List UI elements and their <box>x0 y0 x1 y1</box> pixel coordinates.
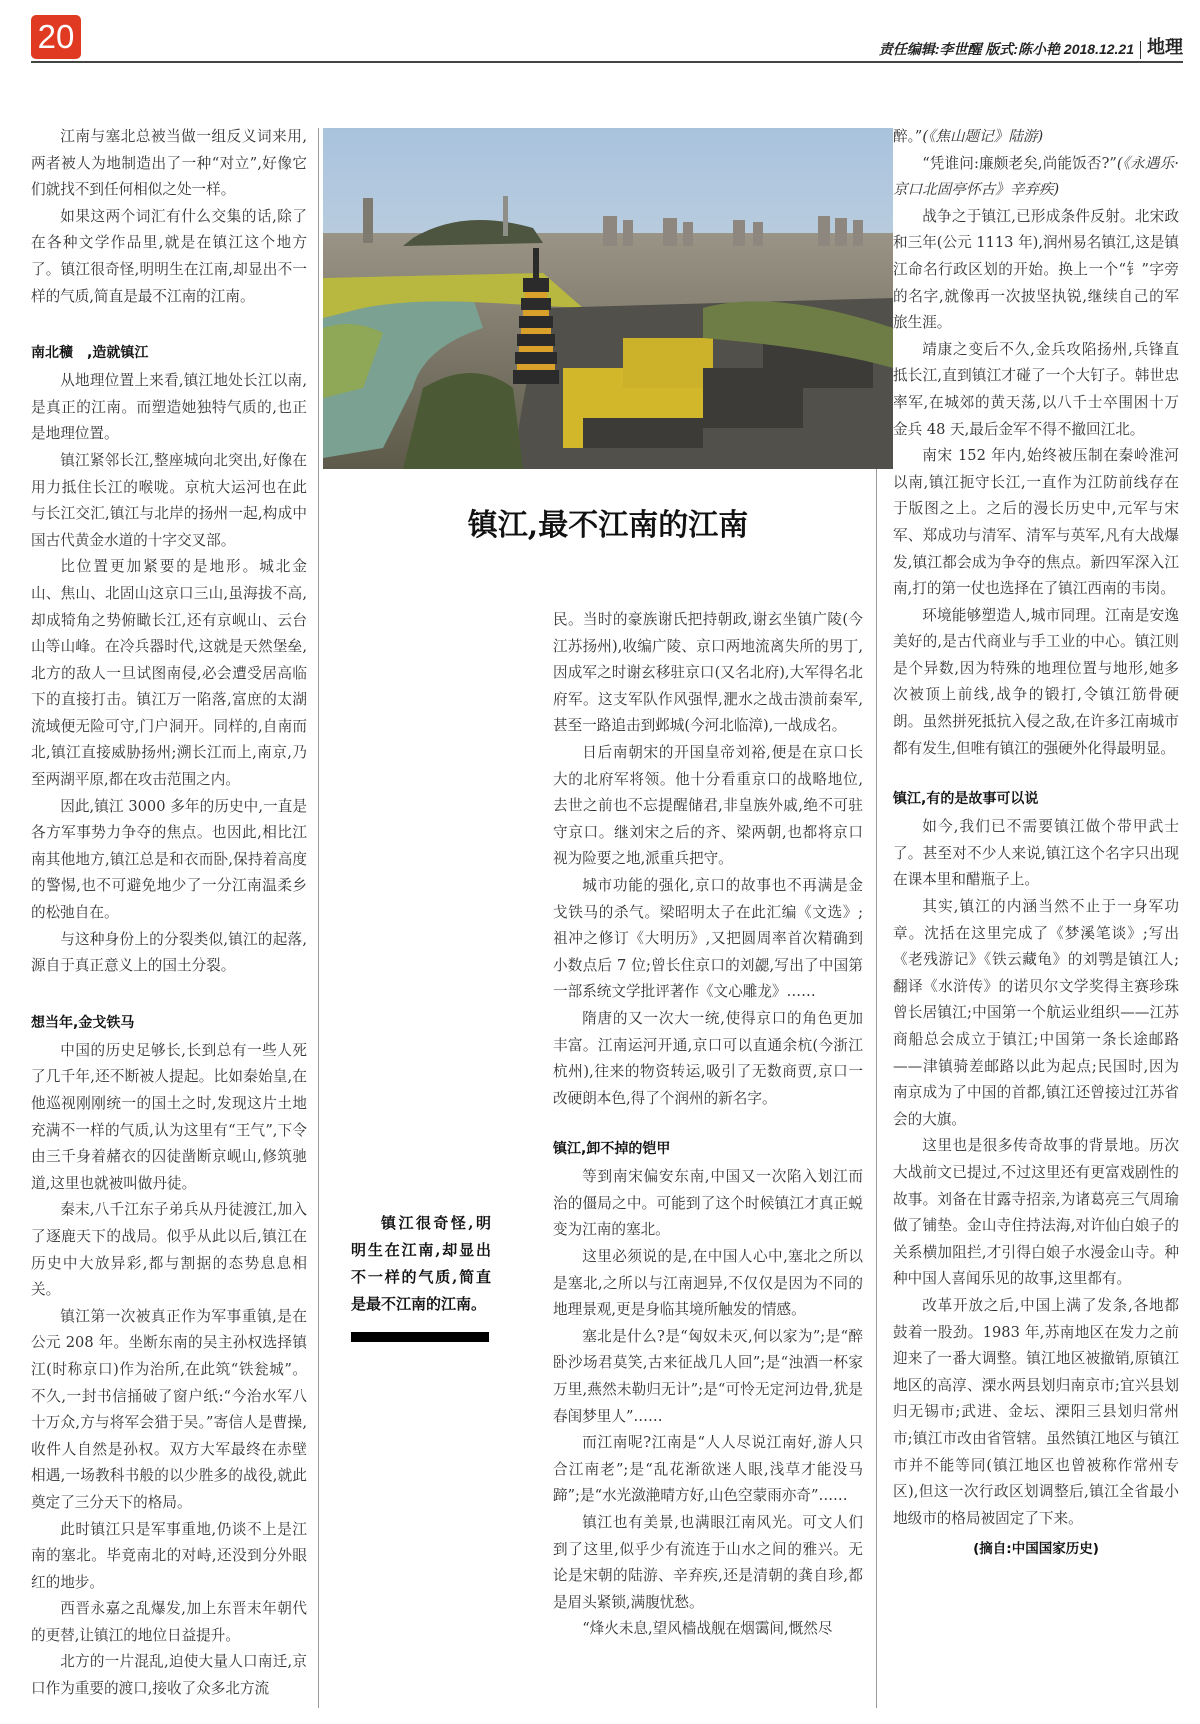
header-divider <box>1140 41 1141 59</box>
subheading: 镇江,卸不掉的铠甲 <box>553 1141 671 1158</box>
paragraph: “烽火未息,望风樯战舰在烟霭间,慨然尽 <box>582 1620 833 1638</box>
quote-source: (《永遇乐·京口北固亭怀古》辛弃疾) <box>893 154 1179 199</box>
paragraph: 比位置更加紧要的是地形。城北金山、焦山、北固山这京口三山,虽海拔不高,却成犄角之势俯瞰长江,还有京岘山、云台山等山峰。在冷兵器时代,这就是天然堡垒,北方的敌人一旦试图南侵,必会遭受居高临下的直接打击。镇江万一陷落,富庶的太湖流域便无险可守,门户洞开。同样的,自南而北,镇江直接威胁扬州;溯长江而上,南京,乃至两湖平原,都在攻击范围之内。 <box>31 558 307 789</box>
pull-quote-text: 镇江很奇怪,明明生在江南,却显出不一样的气质,简直是最不江南的江南。 <box>351 1214 491 1313</box>
paragraph: 西晋永嘉之乱爆发,加上东晋末年朝代的更替,让镇江的地位日益提升。 <box>31 1600 307 1644</box>
paragraph: 与这种身份上的分裂类似,镇江的起落,源自于真正意义上的国土分裂。 <box>31 930 307 975</box>
paragraph: 中国的历史足够长,长到总有一些人死了几千年,还不断被人提起。比如秦始皇,在他巡视刚刚统一的国土之时,发现这片土地充满不一样的气质,认为这里有“王气”,下令由三千身着赭衣的囚徒凿断京岘山,修筑驰道,这里也就被叫做丹徒。 <box>31 1041 307 1192</box>
paragraph: 如果这两个词汇有什么交集的话,除了在各种文学作品里,就是在镇江这个地方了。镇江很奇怪,明明生在江南,却显出不一样的气质,简直是最不江南的江南。 <box>31 207 307 305</box>
subheading: 镇江,有的是故事可以说 <box>893 791 1039 808</box>
paragraph: 秦末,八千江东子弟兵从丹徒渡江,加入了逐鹿天下的战局。似乎从此以后,镇江在历史中大放异彩,都与割据的态势息息相关。 <box>31 1201 307 1299</box>
article-title: 镇江,最不江南的江南 <box>467 508 749 543</box>
pull-quote-bar <box>351 1332 489 1342</box>
pull-quote <box>351 1210 491 1342</box>
page-number-badge: 20 <box>31 15 81 59</box>
paragraph: 这里也是很多传奇故事的背景地。历次大战前文已提过,不过这里还有更富戏剧性的故事。刘备在甘露寺招亲,为诸葛亮三气周瑜做了铺垫。金山寺住持法海,对许仙白娘子的关系横加阻拦,才引得白娘子水漫金山寺。种种中国人喜闻乐见的故事,这里都有。 <box>893 1137 1179 1288</box>
article-column-3 <box>893 124 1179 1563</box>
paragraph: 改革开放之后,中国上满了发条,各地都鼓着一股劲。1983 年,苏南地区在发力之前迎来了一番大调整。镇江地区被撤销,原镇江地区的高淳、溧水两县划归南京市;宜兴县划归无锡市;武进、金坛、溧阳三县划归常州市;镇江市改由省管辖。虽然镇江地区与镇江市并不能等同(镇江地区也曾被称作常州专区),但这一次行政区划调整后,镇江全省最小地级市的格局被固定了下来。 <box>893 1296 1179 1527</box>
paragraph: 其实,镇江的内涵当然不止于一身军功章。沈括在这里完成了《梦溪笔谈》;写出《老残游记》《铁云藏龟》的刘鹗是镇江人;翻译《水浒传》的诺贝尔文学奖得主赛珍珠曾长居镇江;中国第一个航运业组织——江苏商船总会成立于镇江;中国第一条长途邮路——津镇骑差邮路以此为起点;民国时,因为南京成为了中国的首都,镇江还曾接过江苏省会的大旗。 <box>893 898 1179 1128</box>
paragraph: 镇江也有美景,也满眼江南风光。可文人们到了这里,似乎少有流连于山水之间的雅兴。无论是宋朝的陆游、辛弃疾,还是清朝的龚自珍,都是眉头紧锁,满腹忧愁。 <box>553 1514 863 1611</box>
paragraph: 环境能够塑造人,城市同理。江南是安逸美好的,是古代商业与手工业的中心。镇江则是个异数,因为特殊的地理位置与地形,她多次被顶上前线,战争的锻打,令镇江筋骨硬朗。虽然拼死抵抗入侵之敌,在许多江南城市都有发生,但唯有镇江的强硬外化得最明显。 <box>893 606 1179 757</box>
subheading: 南北穬 ,造就镇江 <box>31 345 149 362</box>
article-source: (摘自:中国国家历史) <box>973 1541 1099 1558</box>
article-column-1 <box>31 124 307 1703</box>
paragraph: 镇江第一次被真正作为军事重镇,是在公元 208 年。坐断东南的吴主孙权选择镇江(时称京口)作为治所,在此筑“铁瓮城”。不久,一封书信捅破了窗户纸:“今治水军八十万众,方与将军会猎于吴。”寄信人是曹操,收件人自然是孙权。双方大军最终在赤壁相遇,一场教科书般的以少胜多的战役,就此奠定了三分天下的格局。 <box>31 1307 307 1511</box>
paragraph: 塞北是什么?是“匈奴未灭,何以家为”;是“醉卧沙场君莫笑,古来征战几人回”;是“浊酒一杯家万里,燕然未勒归无计”;是“可怜无定河边骨,犹是春闺梦里人”…… <box>553 1327 863 1425</box>
quote-source: (《焦山题记》陆游) <box>922 128 1044 145</box>
page-header <box>31 18 1183 63</box>
column-divider-left <box>318 128 319 1708</box>
paragraph: 等到南宋偏安东南,中国又一次陷入划江而治的僵局之中。可能到了这个时候镇江才真正蜕变为江南的塞北。 <box>553 1168 863 1239</box>
editor-credits: 责任编辑:李世醒 版式:陈小艳 2018.12.21 <box>878 41 1134 57</box>
paragraph: 民。当时的豪族谢氏把持朝政,谢玄坐镇广陵(今江苏扬州),收编广陵、京口两地流离失所的男丁,因成军之时谢玄移驻京口(又名北府),大军得名北府军。这支军队作风强悍,淝水之战击溃前秦军,甚至一路追击到邺城(今河北临漳),一战成名。 <box>553 611 863 735</box>
paragraph: 城市功能的强化,京口的故事也不再满是金戈铁马的杀气。梁昭明太子在此汇编《文选》;祖冲之修订《大明历》,又把圆周率首次精确到小数点后 7 位;曾长住京口的刘勰,写出了中国第一部系统文学批评著作《文心雕龙》…… <box>553 876 863 1001</box>
paragraph: 江南与塞北总被当做一组反义词来用,两者被人为地制造出了一种“对立”,好像它们就找不到任何相似之处一样。 <box>31 128 307 199</box>
zhenjiang-aerial-photo <box>323 128 893 469</box>
quote-text: 醉。” <box>893 128 923 145</box>
quote-line <box>893 124 1179 151</box>
paragraph: 靖康之变后不久,金兵攻陷扬州,兵锋直抵长江,直到镇江才碰了一个大钉子。韩世忠率军,在城郊的黄天荡,以八千士卒围困十万金兵 48 天,最后金军不得不撤回江北。 <box>893 340 1179 438</box>
paragraph: 而江南呢?江南是“人人尽说江南好,游人只合江南老”;是“乱花渐欲迷人眼,浅草才能没马蹄”;是“水光潋滟晴方好,山色空蒙雨亦奇”…… <box>553 1434 863 1505</box>
paragraph: 如今,我们已不需要镇江做个带甲武士了。甚至对不少人来说,镇江这个名字只出现在课本里和醋瓶子上。 <box>893 818 1179 889</box>
quote-text: “凭谁问:廉颇老矣,尚能饭否?” <box>922 154 1117 172</box>
subheading: 想当年,金戈铁马 <box>31 1014 135 1031</box>
paragraph: 因此,镇江 3000 多年的历史中,一直是各方军事势力争夺的焦点。也因此,相比江南其他地方,镇江总是和衣而卧,保持着高度的警惕,也不可避免地少了一分江南温柔乡的松弛自在。 <box>31 797 307 922</box>
quote-line <box>893 151 1179 204</box>
paragraph: 南宋 152 年内,始终被压制在秦岭淮河以南,镇江扼守长江,一直作为江防前线存在于版图之上。之后的漫长历史中,元军与宋军、郑成功与清军、清军与英军,凡有大战爆发,镇江都会成为争夺的焦点。新四军深入江南,打的第一仗也选择在了镇江西南的韦岗。 <box>893 447 1179 598</box>
paragraph: 此时镇江只是军事重地,仍谈不上是江南的塞北。毕竟南北的对峙,还没到分外眼红的地步。 <box>31 1520 307 1591</box>
paragraph: 从地理位置上来看,镇江地处长江以南,是真正的江南。而塑造她独特气质的,也正是地理位置。 <box>31 372 307 443</box>
paragraph: 日后南朝宋的开国皇帝刘裕,便是在京口长大的北府军将领。他十分看重京口的战略地位,去世之前也不忘提醒储君,非皇族外戚,绝不可驻守京口。继刘宋之后的齐、梁两朝,也都将京口视为险要之地,派重兵把守。 <box>553 743 863 868</box>
article-photo <box>323 128 893 469</box>
paragraph: 这里必须说的是,在中国人心中,塞北之所以是塞北,之所以与江南迥异,不仅仅是因为不同的地理景观,更是身临其境所触发的情感。 <box>553 1248 863 1319</box>
paragraph: 北方的一片混乱,迫使大量人口南迁,京口作为重要的渡口,接收了众多北方流 <box>31 1653 307 1698</box>
header-meta <box>879 33 1183 59</box>
paragraph: 镇江紧邻长江,整座城向北突出,好像在用力抵住长江的喉咙。京杭大运河也在此与长江交汇,镇江与北岸的扬州一起,构成中国古代黄金水道的十字交叉部。 <box>31 451 307 549</box>
article-column-2 <box>553 607 863 1643</box>
paragraph: 隋唐的又一次大一统,使得京口的角色更加丰富。江南运河开通,京口可以直通余杭(今浙江杭州),往来的物资转运,吸引了无数商贾,京口一改硬朗本色,得了个润州的新名字。 <box>553 1009 863 1107</box>
paragraph: 战争之于镇江,已形成条件反射。北宋政和三年(公元 1113 年),润州易名镇江,这是镇江命名行政区划的开始。换上一个“钅”字旁的名字,就像再一次披坚执锐,继续自己的军旅生涯。 <box>893 207 1179 332</box>
section-name: 地理 <box>1147 37 1183 57</box>
